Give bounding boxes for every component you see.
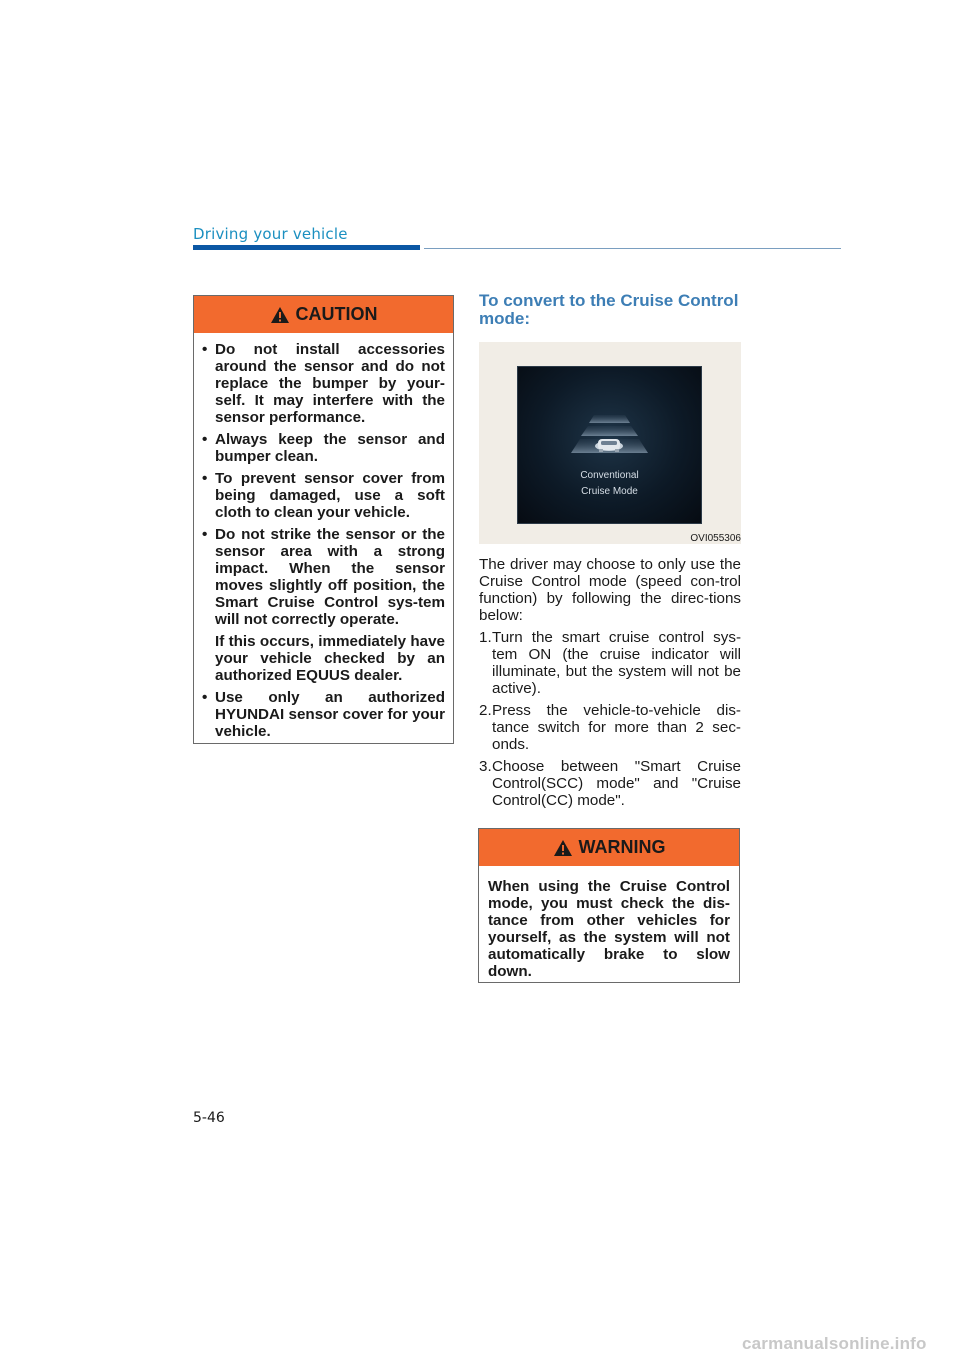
site-watermark: carmanualsonline.info — [742, 1334, 927, 1353]
caution-item — [194, 341, 445, 426]
caution-list — [194, 341, 453, 740]
step-item — [479, 758, 741, 809]
step-text: Turn the smart cruise control sys-tem ON (the cruise indicator will illuminate, but the system will not be active). — [492, 629, 741, 697]
header-title: Driving your vehicle — [193, 225, 348, 243]
step-text: Press the vehicle-to-vehicle dis-tance switch for more than 2 sec-onds. — [492, 702, 741, 753]
caution-item-text: Always keep the sensor and bumper clean. — [215, 431, 445, 465]
warning-header — [479, 829, 739, 866]
caution-item — [194, 689, 445, 740]
caution-item-text: Use only an authorized HYUNDAI sensor cover for your vehicle. — [215, 689, 445, 740]
step-item — [479, 702, 741, 753]
caution-heading: CAUTION — [295, 304, 378, 324]
page-number: 5-46 — [193, 1110, 225, 1126]
caution-item-text: To prevent sensor cover from being damaged, use a soft cloth to clean your vehicle. — [215, 470, 445, 521]
steps-list — [479, 629, 741, 809]
header-bar — [193, 245, 420, 250]
warning-text: When using the Cruise Control mode, you must check the dis-tance from other vehicles for yourself, as the system will not automatically brake to slow down. — [488, 878, 730, 980]
header-rule — [424, 248, 841, 249]
warning-triangle-icon — [270, 306, 290, 324]
bullet: • — [202, 526, 208, 543]
car-lane-icon — [518, 367, 701, 523]
step-number: 3. — [479, 758, 492, 775]
step-number: 1. — [479, 629, 492, 646]
step-item — [479, 629, 741, 697]
bullet: • — [202, 470, 208, 487]
step-text: Choose between "Smart Cruise Control(SCC) mode" and "Cruise Control(CC) mode". — [492, 758, 741, 809]
warning-heading: WARNING — [578, 837, 666, 857]
body-text — [479, 556, 741, 814]
bullet: • — [202, 431, 208, 448]
caution-item-text: Do not strike the sensor or the sensor area with a strong impact. When the sensor moves slightly off position, the Smart Cruise Control sys-tem will not correctly operate. — [215, 526, 445, 628]
figure-code: OVI055306 — [690, 533, 741, 544]
section-title: To convert to the Cruise Control mode: — [479, 291, 739, 328]
caution-header — [194, 296, 453, 333]
warning-box — [478, 828, 740, 983]
cluster-display — [517, 366, 702, 524]
caution-box — [193, 295, 454, 744]
caution-item — [194, 526, 445, 684]
warning-triangle-icon — [553, 839, 573, 857]
bullet: • — [202, 341, 208, 358]
screen-line-1: Conventional — [580, 470, 639, 481]
figure-image — [479, 342, 741, 544]
caution-item — [194, 470, 445, 521]
step-number: 2. — [479, 702, 492, 719]
screen-line-2: Cruise Mode — [581, 486, 638, 497]
intro-paragraph: The driver may choose to only use the Cruise Control mode (speed con-trol function) by following the direc-tions below: — [479, 556, 741, 624]
caution-item — [194, 431, 445, 465]
caution-item-text: Do not install accessories around the sensor and do not replace the bumper by your-self. It may interfere with the sensor performance. — [215, 341, 445, 426]
bullet: • — [202, 689, 208, 706]
caution-item-text: If this occurs, immediately have your vehicle checked by an authorized EQUUS dealer. — [215, 633, 445, 684]
